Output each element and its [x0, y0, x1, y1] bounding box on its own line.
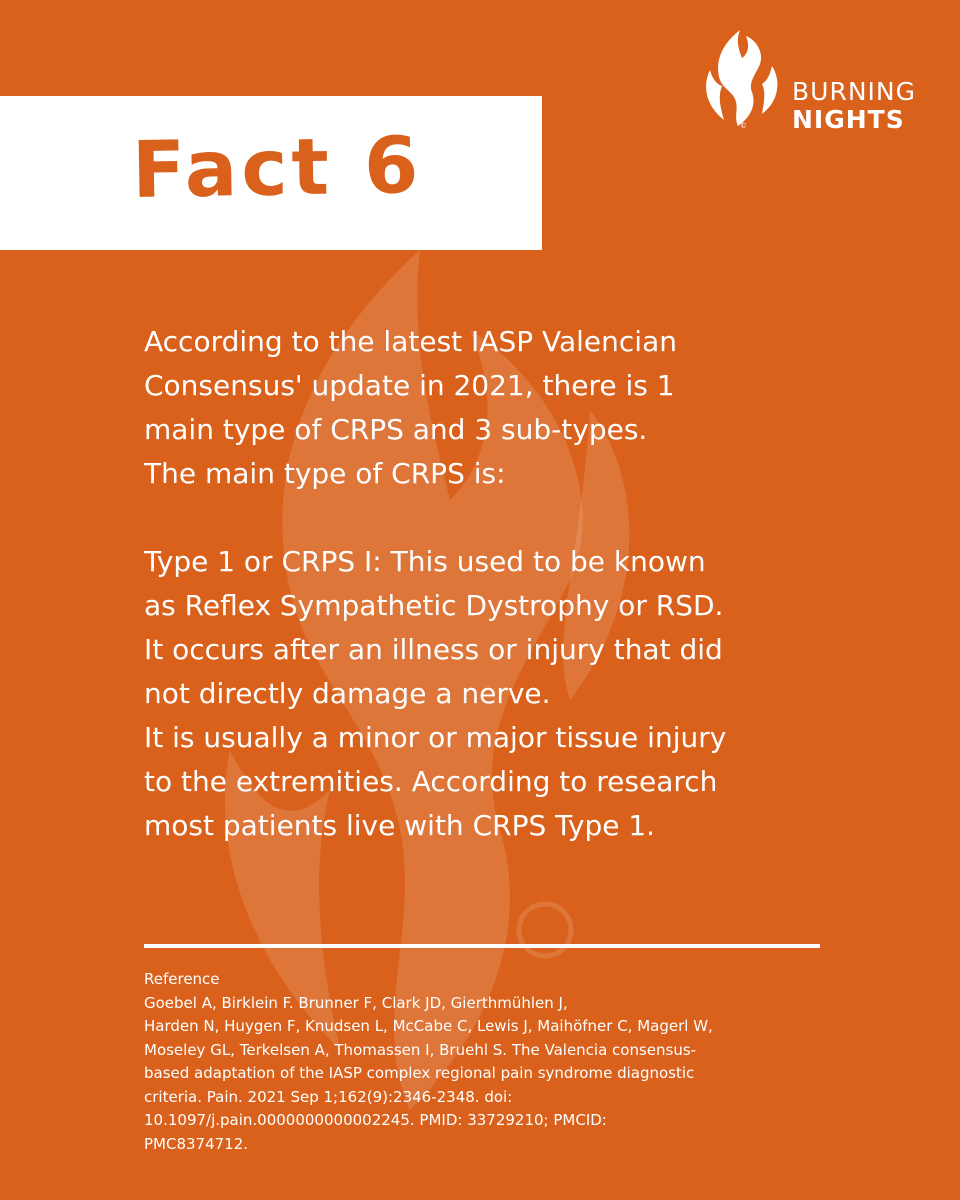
- body-line: Type 1 or CRPS I: This used to be known: [144, 545, 706, 578]
- reference-line: based adaptation of the IASP complex regional pain syndrome diagnostic: [144, 1064, 695, 1082]
- title-banner: [0, 96, 542, 250]
- reference-line: criteria. Pain. 2021 Sep 1;162(9):2346-2348. doi:: [144, 1087, 513, 1106]
- body-line: as Reflex Sympathetic Dystrophy or RSD.: [144, 589, 724, 622]
- page-title: Fact 6: [131, 120, 424, 216]
- brand-name-line1: BURNING: [792, 77, 916, 106]
- brand-name-line2: NIGHTS: [792, 105, 905, 134]
- reference-line: Moseley GL, Terkelsen A, Thomassen I, Bruehl S. The Valencia consensus-: [144, 1040, 697, 1059]
- body-line: to the extremities. According to research: [144, 765, 718, 798]
- brand-logo: [700, 26, 940, 136]
- paragraph-spacer: [144, 496, 844, 540]
- reference-line: Harden N, Huygen F, Knudsen L, McCabe C, Lewis J, Maihöfner C, Magerl W,: [144, 1017, 713, 1035]
- reference-line: 10.1097/j.pain.0000000000002245. PMID: 33729210; PMCID:: [144, 1111, 607, 1129]
- body-line: main type of CRPS and 3 sub-types.: [144, 413, 648, 446]
- body-line: not directly damage a nerve.: [144, 677, 551, 710]
- body-line: Consensus' update in 2021, there is 1: [144, 369, 675, 402]
- body-line: The main type of CRPS is:: [144, 457, 506, 490]
- reference-line: Goebel A, Birklein F. Brunner F, Clark JD, Gierthmühlen J,: [144, 993, 568, 1012]
- divider: [144, 944, 820, 948]
- reference-line: PMC8374712.: [144, 1134, 249, 1153]
- body-line: It occurs after an illness or injury that did: [144, 633, 723, 666]
- body-line: According to the latest IASP Valencian: [144, 325, 677, 358]
- reference-heading: Reference: [144, 970, 220, 988]
- flame-in-hands-icon: [700, 26, 784, 130]
- body-line: It is usually a minor or major tissue injury: [144, 721, 727, 754]
- fact-body: [144, 320, 844, 848]
- svg-text:©: ©: [740, 122, 747, 130]
- body-line: most patients live with CRPS Type 1.: [144, 809, 656, 842]
- reference-block: [144, 968, 834, 1156]
